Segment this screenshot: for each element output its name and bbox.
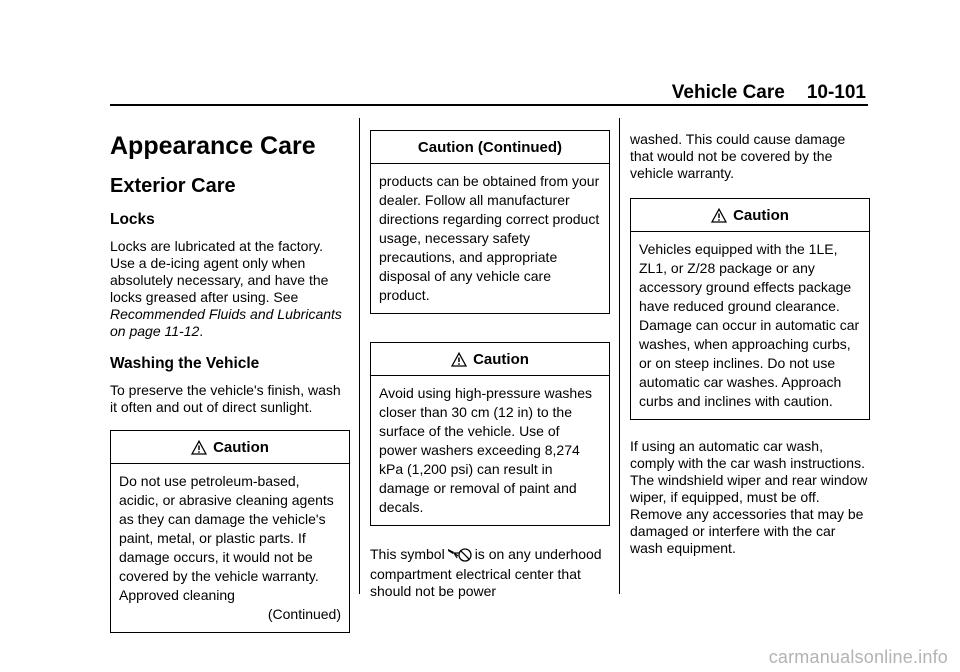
column-divider-2: [619, 118, 620, 594]
symbol-paragraph: [370, 546, 610, 600]
header-page-number: 10-101: [806, 82, 866, 103]
symbol-text-after: is on any underhood compartment electrical center that should not be power: [370, 546, 602, 599]
column-3: [630, 118, 870, 571]
page-header: [672, 82, 866, 104]
locks-paragraph: [110, 238, 350, 340]
locks-ref-end: .: [199, 323, 204, 339]
caution-box-2: [370, 342, 610, 526]
caution-header: [111, 431, 349, 464]
continued-paragraph: washed. This could cause damage that would not be covered by the vehicle warranty.: [630, 131, 846, 181]
washing-heading: Washing the Vehicle: [110, 355, 260, 372]
caution-label: Caution: [473, 350, 529, 368]
caution-header: [631, 199, 869, 232]
locks-reference-link[interactable]: Recommended Fluids and Lubricants on page 11-12: [110, 306, 342, 339]
header-rule: [110, 104, 868, 106]
section-title: Exterior Care: [110, 175, 236, 197]
caution-body: Vehicles equipped with the 1LE, ZL1, or Z/28 package or any accessory ground effects package have reduced ground clearance. Damage can occur in automatic car washes, when approaching curbs, or on steep inclines. Do not use automatic car washes. Approach curbs and inclines with caution.: [639, 241, 860, 409]
column-1: [110, 118, 350, 647]
caution-box-1: [110, 430, 350, 633]
symbol-text-before: This symbol: [370, 546, 445, 562]
watermark: carmanualsonline.info: [768, 647, 948, 667]
column-divider-1: [359, 118, 360, 594]
column-2: [370, 118, 610, 614]
car-wash-paragraph: If using an automatic car wash, comply with the car wash instructions. The windshield wiper and rear window wiper, if equipped, must be off. Remove any accessories that may be damaged or interfere with the car wash equipment.: [630, 438, 868, 556]
warning-triangle-icon: [191, 440, 207, 455]
continued-label: (Continued): [267, 606, 341, 622]
warning-triangle-icon: [711, 208, 727, 223]
locks-text: Locks are lubricated at the factory. Use a de-icing agent only when absolutely necessary, and have the locks greased after using. See: [110, 238, 329, 305]
locks-heading: Locks: [110, 211, 155, 228]
caution-text: Do not use petroleum-based, acidic, or abrasive cleaning agents as they can damage the vehicle's paint, metal, or plastic parts. If damage occurs, it would not be covered by the vehicle warranty. Approved cleaning: [119, 473, 334, 603]
no-power-wash-icon: [447, 546, 473, 566]
page-title: Appearance Care: [110, 132, 316, 160]
caution-header: [371, 343, 609, 376]
caution-label: Caution: [733, 206, 789, 224]
caution-continued-body: products can be obtained from your dealer. Follow all manufacturer directions regarding correct product usage, necessary safety precautions, and appropriate disposal of any vehicle care product.: [379, 173, 600, 303]
caution-body: Avoid using high-pressure washes closer than 30 cm (12 in) to the surface of the vehicle. Use of power washers exceeding 8,274 kPa (1,200 psi) can result in damage or removal of paint and decals.: [379, 385, 592, 515]
header-section: Vehicle Care: [671, 82, 785, 103]
caution-body: [111, 464, 349, 632]
caution-box-3: [630, 198, 870, 420]
caution-continued-header: Caution (Continued): [371, 131, 609, 164]
caution-box-continued: [370, 130, 610, 314]
washing-paragraph: To preserve the vehicle's finish, wash it often and out of direct sunlight.: [110, 382, 341, 415]
caution-label: Caution: [213, 438, 269, 456]
warning-triangle-icon: [451, 352, 467, 367]
